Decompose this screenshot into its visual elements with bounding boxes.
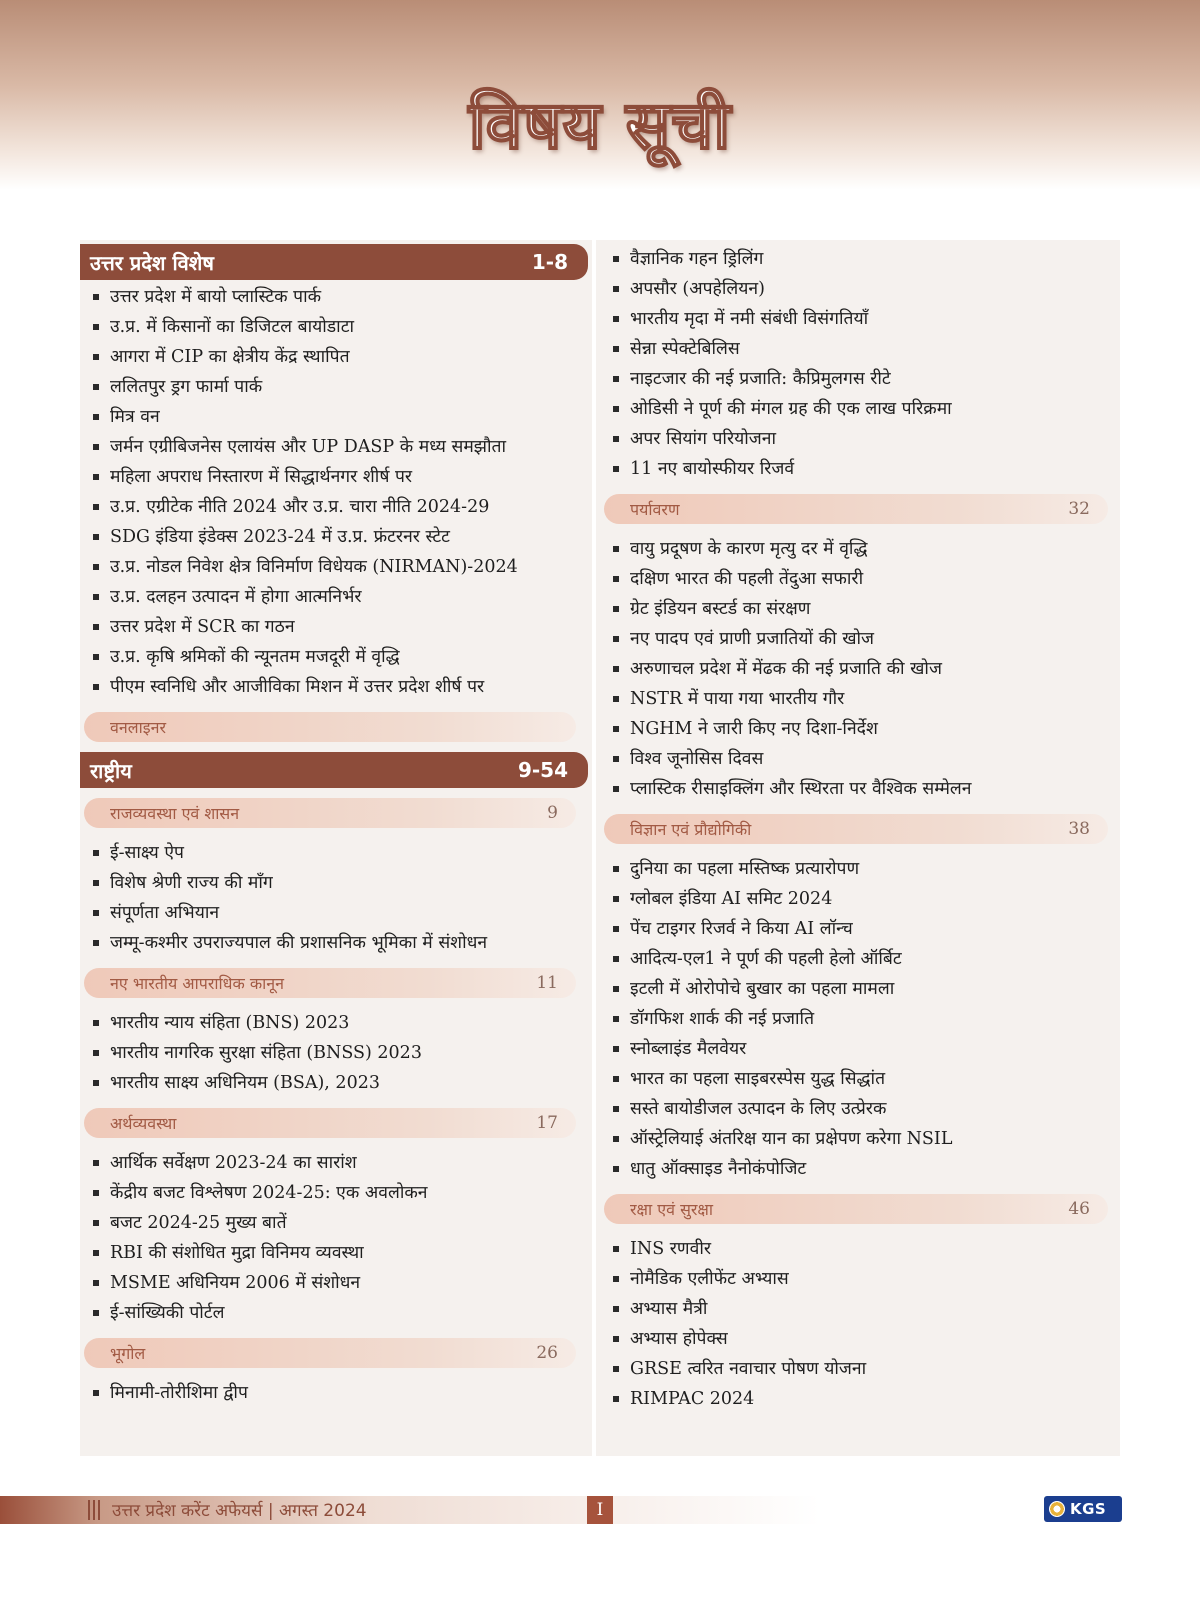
toc-item[interactable]: RIMPAC 2024 [600, 1384, 1120, 1414]
toc-item[interactable]: डॉगफिश शार्क की नई प्रजाति [600, 1004, 1120, 1034]
economy-list [80, 1148, 588, 1328]
toc-item[interactable]: धातु ऑक्साइड नैनोकंपोजिट [600, 1154, 1120, 1184]
toc-item[interactable]: ई-साक्ष्य ऐप [80, 838, 588, 868]
section-page: 32 [1068, 499, 1090, 519]
toc-item[interactable]: मिनामी-तोरीशिमा द्वीप [80, 1378, 588, 1408]
toc-item[interactable]: GRSE त्वरित नवाचार पोषण योजना [600, 1354, 1120, 1384]
toc-item[interactable]: जर्मन एग्रीबिजनेस एलायंस और UP DASP के मध्य समझौता [80, 432, 588, 462]
toc-item[interactable]: ललितपुर ड्रग फार्मा पार्क [80, 372, 588, 402]
section-page: 9 [547, 803, 558, 823]
toc-item[interactable]: वायु प्रदूषण के कारण मृत्यु दर में वृद्धि [600, 534, 1120, 564]
defence-list [600, 1234, 1120, 1414]
toc-item[interactable]: विश्व जूनोसिस दिवस [600, 744, 1120, 774]
toc-item[interactable]: स्नोब्लाइंड मैलवेयर [600, 1034, 1120, 1064]
toc-item[interactable]: ग्रेट इंडियन बस्टर्ड का संरक्षण [600, 594, 1120, 624]
section-header-oneliner[interactable] [84, 712, 576, 742]
polity-list [80, 838, 588, 958]
toc-item[interactable]: भारतीय मृदा में नमी संबंधी विसंगतियाँ [600, 304, 1120, 334]
toc-right-column [600, 240, 1120, 1414]
section-header-criminal-laws[interactable] [84, 968, 576, 998]
toc-item[interactable]: बजट 2024-25 मुख्य बातें [80, 1208, 588, 1238]
toc-item[interactable]: पेंच टाइगर रिजर्व ने किया AI लॉन्च [600, 914, 1120, 944]
toc-item[interactable]: भारतीय साक्ष्य अधिनियम (BSA), 2023 [80, 1068, 588, 1098]
footer-page-number: I [587, 1496, 613, 1524]
toc-item[interactable]: उत्तर प्रदेश में बायो प्लास्टिक पार्क [80, 282, 588, 312]
section-title: राष्ट्रीय [90, 758, 132, 783]
section-title: अर्थव्यवस्था [110, 1114, 177, 1133]
toc-item[interactable]: आदित्य-एल1 ने पूर्ण की पहली हेलो ऑर्बिट [600, 944, 1120, 974]
section-pages: 9-54 [517, 758, 568, 782]
toc-item[interactable]: ओडिसी ने पूर्ण की मंगल ग्रह की एक लाख परिक्रमा [600, 394, 1120, 424]
toc-item[interactable]: उ.प्र. एग्रीटेक नीति 2024 और उ.प्र. चारा नीति 2024-29 [80, 492, 588, 522]
toc-item[interactable]: संपूर्णता अभियान [80, 898, 588, 928]
toc-left-column [80, 240, 588, 1408]
toc-item[interactable]: नाइटजार की नई प्रजाति: कैप्रिमुलगस रीटे [600, 364, 1120, 394]
toc-item[interactable]: SDG इंडिया इंडेक्स 2023-24 में उ.प्र. फ्रंटरनर स्टेट [80, 522, 588, 552]
section-page: 46 [1068, 1199, 1090, 1219]
toc-item[interactable]: उ.प्र. नोडल निवेश क्षेत्र विनिर्माण विधेयक (NIRMAN)-2024 [80, 552, 588, 582]
toc-item[interactable]: अपसौर (अपहेलियन) [600, 274, 1120, 304]
section-header-polity[interactable] [84, 798, 576, 828]
section-header-up-special[interactable] [80, 244, 588, 280]
section-title: उत्तर प्रदेश विशेष [90, 250, 214, 275]
toc-item[interactable]: 11 नए बायोस्फीयर रिजर्व [600, 454, 1120, 484]
section-header-geography[interactable] [84, 1338, 576, 1368]
section-title: राजव्यवस्था एवं शासन [110, 804, 240, 823]
toc-item[interactable]: अभ्यास मैत्री [600, 1294, 1120, 1324]
section-title: पर्यावरण [630, 500, 680, 519]
toc-item[interactable]: उत्तर प्रदेश में SCR का गठन [80, 612, 588, 642]
section-title: नए भारतीय आपराधिक कानून [110, 974, 285, 993]
toc-item[interactable]: NSTR में पाया गया भारतीय गौर [600, 684, 1120, 714]
toc-item[interactable]: अरुणाचल प्रदेश में मेंढक की नई प्रजाति की खोज [600, 654, 1120, 684]
toc-item[interactable]: अपर सियांग परियोजना [600, 424, 1120, 454]
geography-continued-list [600, 244, 1120, 484]
section-page: 17 [536, 1113, 558, 1133]
toc-item[interactable]: आगरा में CIP का क्षेत्रीय केंद्र स्थापित [80, 342, 588, 372]
section-page: 26 [536, 1343, 558, 1363]
footer-publication: उत्तर प्रदेश करेंट अफेयर्स | अगस्त 2024 [112, 1501, 367, 1521]
toc-item[interactable]: इटली में ओरोपोचे बुखार का पहला मामला [600, 974, 1120, 1004]
toc-content [80, 240, 1120, 1456]
toc-item[interactable]: ऑस्ट्रेलियाई अंतरिक्ष यान का प्रक्षेपण करेगा NSIL [600, 1124, 1120, 1154]
section-title: विज्ञान एवं प्रौद्योगिकी [630, 820, 752, 839]
toc-item[interactable]: ग्लोबल इंडिया AI समिट 2024 [600, 884, 1120, 914]
toc-item[interactable]: महिला अपराध निस्तारण में सिद्धार्थनगर शीर्ष पर [80, 462, 588, 492]
column-divider [592, 240, 596, 1456]
section-title: रक्षा एवं सुरक्षा [630, 1200, 714, 1219]
toc-item[interactable]: नए पादप एवं प्राणी प्रजातियों की खोज [600, 624, 1120, 654]
toc-item[interactable]: RBI की संशोधित मुद्रा विनिमय व्यवस्था [80, 1238, 588, 1268]
section-header-economy[interactable] [84, 1108, 576, 1138]
toc-item[interactable]: मित्र वन [80, 402, 588, 432]
up-special-list [80, 282, 588, 702]
section-pages: 1-8 [531, 250, 568, 274]
environment-list [600, 534, 1120, 804]
page-title: विषय सूची [468, 87, 732, 164]
toc-item[interactable]: जम्मू-कश्मीर उपराज्यपाल की प्रशासनिक भूमिका में संशोधन [80, 928, 588, 958]
section-title: भूगोल [110, 1344, 146, 1363]
toc-item[interactable]: प्लास्टिक रीसाइक्लिंग और स्थिरता पर वैश्विक सम्मेलन [600, 774, 1120, 804]
science-list [600, 854, 1120, 1184]
toc-item[interactable]: INS रणवीर [600, 1234, 1120, 1264]
toc-item[interactable]: दक्षिण भारत की पहली तेंदुआ सफारी [600, 564, 1120, 594]
toc-item[interactable]: विशेष श्रेणी राज्य की माँग [80, 868, 588, 898]
kgs-logo [1044, 1496, 1122, 1522]
toc-item[interactable]: आर्थिक सर्वेक्षण 2023-24 का सारांश [80, 1148, 588, 1178]
toc-item[interactable]: उ.प्र. दलहन उत्पादन में होगा आत्मनिर्भर [80, 582, 588, 612]
toc-item[interactable]: भारतीय नागरिक सुरक्षा संहिता (BNSS) 2023 [80, 1038, 588, 1068]
toc-item[interactable]: ई-सांख्यिकी पोर्टल [80, 1298, 588, 1328]
toc-item[interactable]: नोमैडिक एलीफेंट अभ्यास [600, 1264, 1120, 1294]
section-header-science[interactable] [604, 814, 1108, 844]
footer-stripes [88, 1500, 102, 1520]
section-header-national[interactable] [80, 752, 588, 788]
logo-text: KGS [1070, 1500, 1107, 1518]
section-title: वनलाइनर [110, 718, 167, 737]
toc-item[interactable]: सेन्ना स्पेक्टेबिलिस [600, 334, 1120, 364]
toc-item[interactable]: NGHM ने जारी किए नए दिशा-निर्देश [600, 714, 1120, 744]
section-header-defence[interactable] [604, 1194, 1108, 1224]
toc-item[interactable]: केंद्रीय बजट विश्लेषण 2024-25: एक अवलोकन [80, 1178, 588, 1208]
emblem-icon [1049, 1501, 1065, 1517]
geography-list [80, 1378, 588, 1408]
toc-item[interactable]: भारतीय न्याय संहिता (BNS) 2023 [80, 1008, 588, 1038]
section-page: 38 [1068, 819, 1090, 839]
toc-item[interactable]: उ.प्र. में किसानों का डिजिटल बायोडाटा [80, 312, 588, 342]
toc-item[interactable]: पीएम स्वनिधि और आजीविका मिशन में उत्तर प्रदेश शीर्ष पर [80, 672, 588, 702]
toc-item[interactable]: उ.प्र. कृषि श्रमिकों की न्यूनतम मजदूरी में वृद्धि [80, 642, 588, 672]
section-header-environment[interactable] [604, 494, 1108, 524]
footer [0, 1496, 1200, 1524]
toc-item[interactable]: भारत का पहला साइबरस्पेस युद्ध सिद्धांत [600, 1064, 1120, 1094]
criminal-laws-list [80, 1008, 588, 1098]
toc-item[interactable]: दुनिया का पहला मस्तिष्क प्रत्यारोपण [600, 854, 1120, 884]
section-page: 11 [536, 973, 558, 993]
toc-item[interactable]: MSME अधिनियम 2006 में संशोधन [80, 1268, 588, 1298]
toc-item[interactable]: वैज्ञानिक गहन ड्रिलिंग [600, 244, 1120, 274]
toc-item[interactable]: अभ्यास होपेक्स [600, 1324, 1120, 1354]
toc-item[interactable]: सस्ते बायोडीजल उत्पादन के लिए उत्प्रेरक [600, 1094, 1120, 1124]
